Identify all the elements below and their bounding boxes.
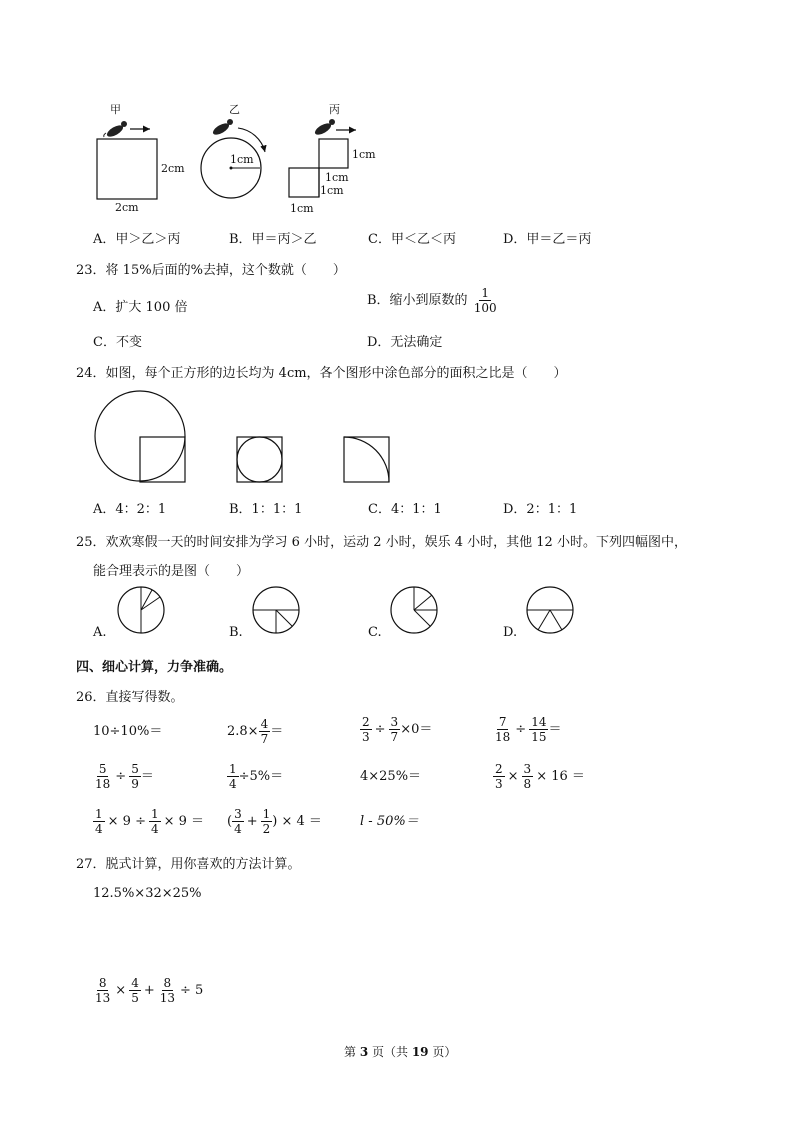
fraction: $\frac{1}{100}$ <box>473 286 497 315</box>
q23-stem: 23．将 15%后面的%去掉，这个数就（ ） <box>76 263 346 278</box>
q24-figure-b <box>237 437 282 482</box>
q24-option-b[interactable]: B．1：1：1 <box>229 502 303 517</box>
q24-option-c[interactable]: C．4：1：1 <box>368 502 442 517</box>
q25-pie-b <box>253 587 299 633</box>
q26-expr-7: 4×25%＝ <box>360 769 422 784</box>
dim-bing-bottom: 1cm <box>290 202 314 215</box>
q26-expr-6: $\frac{1}{4}$ ÷5%＝ <box>229 762 284 791</box>
q27-stem: 27．脱式计算，用你喜欢的方法计算。 <box>76 857 301 872</box>
q26-expr-9: $\frac{1}{4}$ × 9 ÷ $\frac{1}{4}$ × 9 ＝ <box>95 807 205 836</box>
q25-option-b[interactable]: B. <box>229 625 243 640</box>
square-jia <box>97 139 157 199</box>
ant-icon-yi <box>211 119 233 137</box>
q25-pie-a <box>118 587 164 633</box>
fig-label-bing: 丙 <box>329 103 340 116</box>
q25-pie-d <box>527 587 573 633</box>
q24-stem: 24．如图，每个正方形的边长均为 4cm，各个图形中涂色部分的面积之比是（ ） <box>76 366 567 381</box>
q25-stem-line2: 能合理表示的是图（ ） <box>93 564 250 579</box>
q25-pie-c <box>391 587 437 633</box>
dim-bing-top: 1cm <box>352 148 376 161</box>
q23-option-b[interactable]: B．缩小到原数的 $\frac{1}{100}$ <box>367 286 497 315</box>
dim-bing-mid1: 1cm <box>325 171 349 184</box>
q24-figure-c <box>344 437 389 482</box>
q23-option-c[interactable]: C．不变 <box>93 335 142 350</box>
q26-expr-5: $\frac{5}{18}$ ÷ $\frac{5}{9}$ ＝ <box>95 762 154 791</box>
section-4-title: 四、细心计算，力争准确。 <box>76 660 233 675</box>
q26-expr-8: $\frac{2}{3}$ × $\frac{3}{8}$ × 16 ＝ <box>495 762 585 791</box>
q25-option-c[interactable]: C. <box>368 625 382 640</box>
q23-option-d[interactable]: D．无法确定 <box>367 335 443 350</box>
q22-option-a[interactable]: A．甲＞乙＞丙 <box>93 232 181 247</box>
q26-expr-3: $\frac{2}{3}$ ÷ $\frac{3}{7}$ ×0＝ <box>362 715 433 744</box>
dim-jia-bottom: 2cm <box>115 201 139 214</box>
ant-icon-bing <box>313 119 335 137</box>
page-footer: 第 3 页（共 19 页） <box>344 1045 457 1059</box>
q26-expr-10: ( $\frac{3}{4}$ + $\frac{1}{2}$ ) × 4 ＝ <box>227 807 322 836</box>
q27-expr-2: $\frac{8}{13}$ × $\frac{4}{5}$ + $\frac{8}{13}$ ÷ 5 <box>95 976 204 1005</box>
q27-expr-1: 12.5%×32×25% <box>93 886 202 901</box>
q25-stem-line1: 25．欢欢寒假一天的时间安排为学习 6 小时，运动 2 小时，娱乐 4 小时，其他 12 小时。下列四幅图中， <box>76 535 687 550</box>
q26-expr-11: l - 50%＝ <box>360 814 419 829</box>
q26-expr-2: 2.8× $\frac{4}{7}$ ＝ <box>227 717 284 746</box>
q22-option-d[interactable]: D．甲＝乙＝丙 <box>503 232 592 247</box>
q24-figure-a <box>95 391 185 482</box>
dim-yi-radius: 1cm <box>230 153 254 166</box>
fig-label-jia: 甲 <box>110 103 121 116</box>
q22-option-b[interactable]: B．甲＝丙＞乙 <box>229 232 317 247</box>
q25-option-a[interactable]: A. <box>93 625 107 640</box>
dim-jia-side: 2cm <box>161 162 185 175</box>
q24-option-a[interactable]: A．4：2：1 <box>93 502 167 517</box>
q25-pie-figures <box>0 588 794 648</box>
q22-option-c[interactable]: C．甲＜乙＜丙 <box>368 232 456 247</box>
dim-bing-mid2: 1cm <box>320 184 344 197</box>
ant-icon-jia <box>104 121 127 139</box>
q25-option-d[interactable]: D. <box>503 625 518 640</box>
q23-option-a[interactable]: A．扩大 100 倍 <box>93 300 188 315</box>
fig-label-yi: 乙 <box>229 103 240 116</box>
q26-stem: 26．直接写得数。 <box>76 690 184 705</box>
q24-figures <box>0 390 794 490</box>
q26-expr-4: $\frac{7}{18}$ ÷ $\frac{14}{15}$ ＝ <box>495 715 562 744</box>
q22-figures <box>0 0 794 230</box>
q26-expr-1: 10÷10%＝ <box>93 724 163 739</box>
q24-option-d[interactable]: D．2：1：1 <box>503 502 578 517</box>
